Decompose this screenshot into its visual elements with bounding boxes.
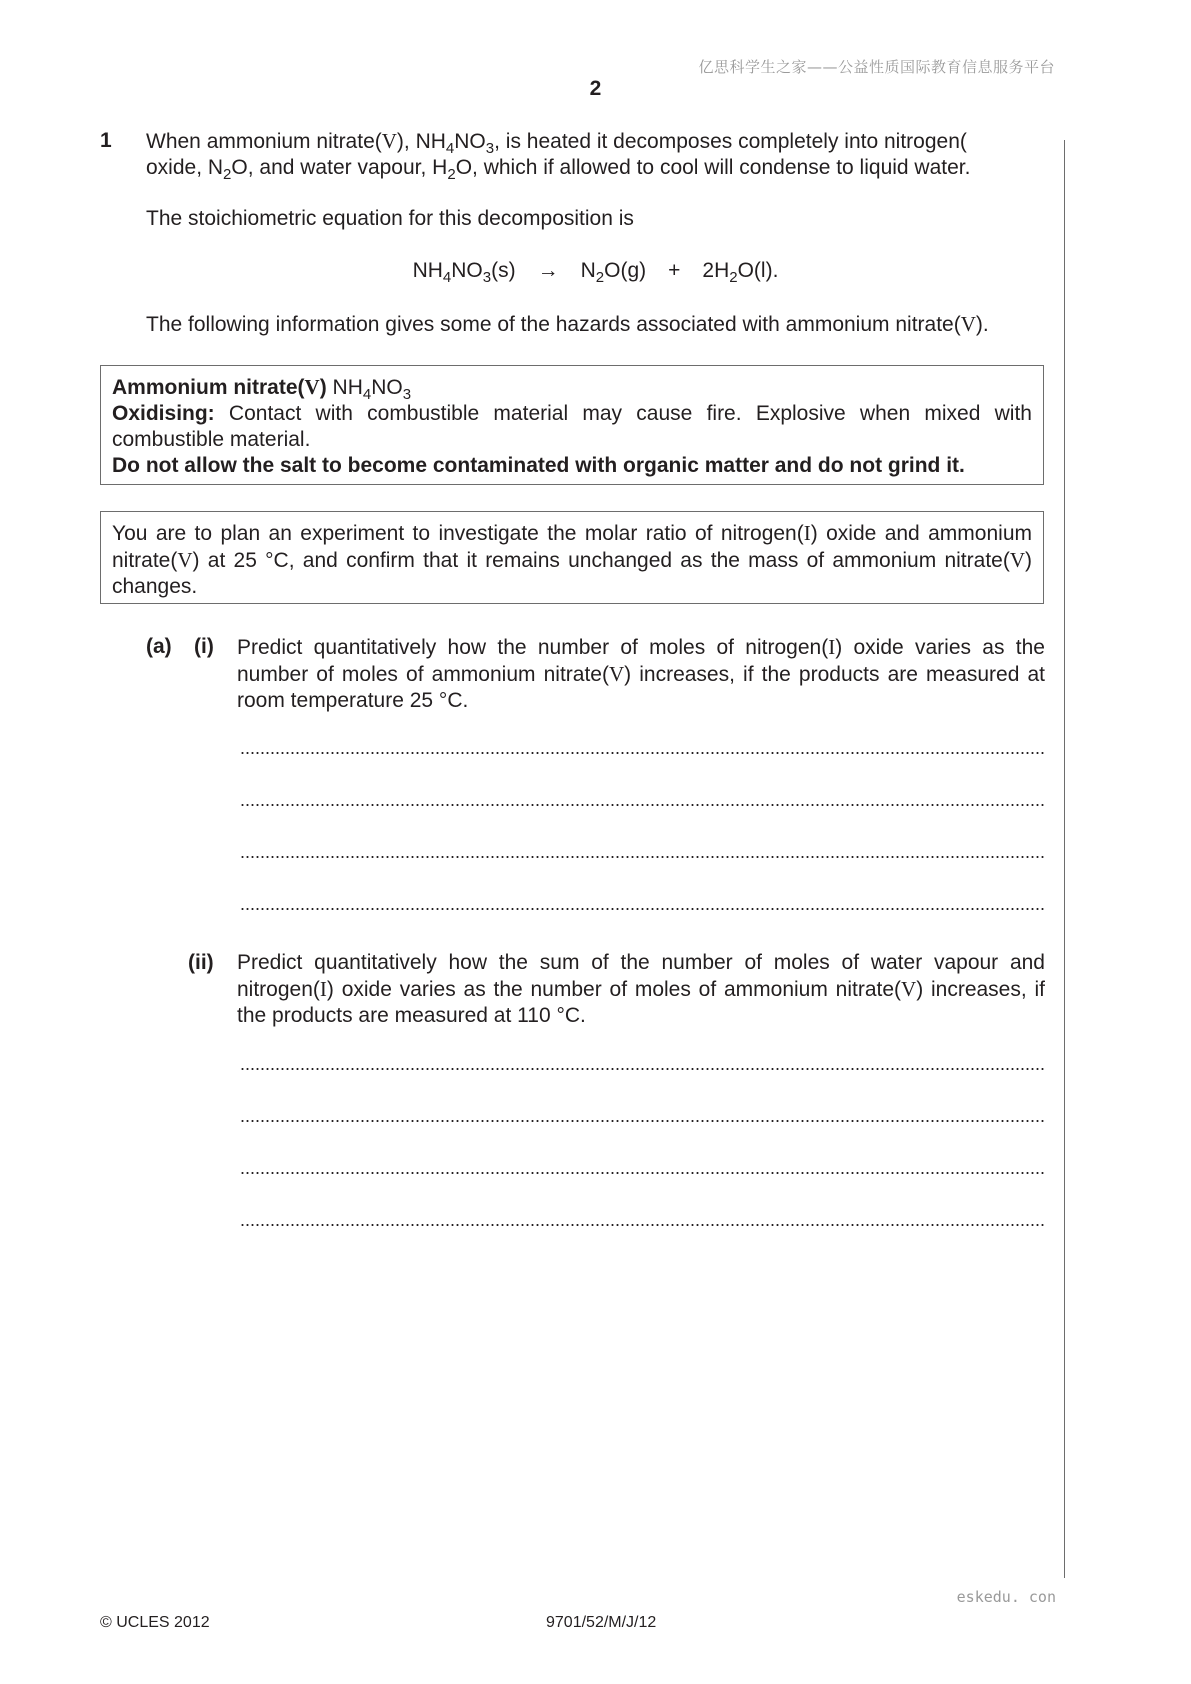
plan-box: You are to plan an experiment to investigate the molar ratio of nitrogen(I) oxide and ammonium nitrate(V) at 25 °C, and confirm that it remains unchanged as the mass of ammonium nitrate(V) changes. — [100, 511, 1044, 604]
answer-line[interactable] — [240, 804, 1044, 806]
hazard-box — [100, 365, 1044, 485]
hazard-warning: Do not allow the salt to become contaminated with organic matter and do not grind it. — [112, 454, 965, 477]
footer-site-watermark: eskedu. con — [956, 1588, 1056, 1606]
answer-line[interactable] — [240, 1120, 1044, 1122]
decomposition-equation: $NH_4NO_3(s) \to N_2O(g) + 2H_2O(l)$. — [412, 259, 779, 286]
oxidising-text: Oxidising: Contact with combustible material may cause fire. Explosive when mixed with combustible material. — [112, 402, 1032, 451]
answer-line[interactable] — [240, 1224, 1044, 1226]
footer-copyright: © UCLES 2012 — [100, 1614, 210, 1631]
answer-line[interactable] — [240, 908, 1044, 910]
part-a-ii-label: (ii) — [188, 951, 214, 974]
stoichiometric-text: The stoichiometric equation for this decomposition is — [146, 207, 634, 230]
hazard-title: Ammonium nitrate(V) $NH_4NO_3$ — [112, 375, 412, 403]
margin-rule — [1064, 140, 1065, 1578]
question-intro: When ammonium nitrate(V), $NH_4NO_3$, is heated it decomposes completely into nitrogen( oxide, $N_2O$, and water vapour, $H_2O$, which if allowed to cool will condense to liquid water. — [146, 129, 971, 183]
answer-line[interactable] — [240, 1068, 1044, 1070]
page-number: 2 — [589, 77, 602, 100]
reaction-arrow: → — [537, 259, 559, 282]
question-number: 1 — [100, 129, 112, 152]
part-a-ii-question: Predict quantitatively how the sum of the number of moles of water vapour and nitrogen(I) oxide varies as the number of moles of ammonium nitrate(V) increases, if the products are measured at 110 °C. — [237, 951, 1046, 1027]
watermark-text: 亿思科学生之家——公益性质国际教育信息服务平台 — [698, 58, 1055, 76]
answer-line[interactable] — [240, 752, 1044, 754]
part-a-i-question: Predict quantitatively how the number of moles of nitrogen(I) oxide varies as the number of moles of ammonium nitrate(V) increases, if the products are measured at room temperature 25 °C. — [237, 635, 1046, 712]
answer-line[interactable] — [240, 856, 1044, 858]
hazard-intro: The following information gives some of the hazards associated with ammonium nitrate(V). — [146, 312, 989, 336]
answer-line[interactable] — [240, 1172, 1044, 1174]
part-a-label: (a) — [146, 635, 172, 658]
part-a-i-label: (i) — [194, 635, 214, 658]
footer-paper-code: 9701/52/M/J/12 — [546, 1614, 657, 1631]
